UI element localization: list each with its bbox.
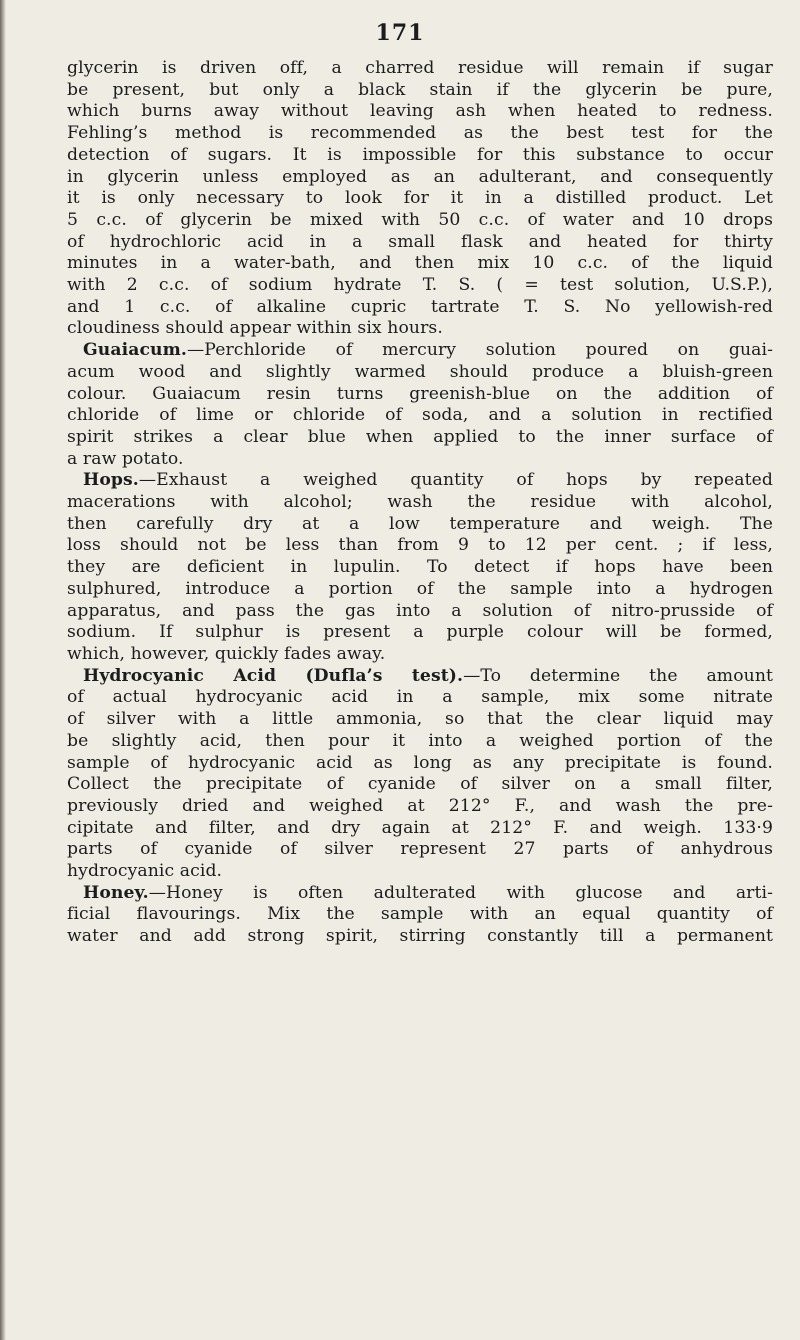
continuation-line: 5 c.c. of glycerin be mixed with 50 c.c. of water and 10 drops: [67, 209, 773, 230]
entry-line: apparatus, and pass the gas into a solution of nitro-prusside of: [67, 600, 773, 621]
entry-line: macerations with alcohol; wash the residue with alcohol,: [67, 492, 773, 513]
continuation-line: in glycerin unless employed as an adulterant, and consequently: [67, 166, 773, 187]
entry-line: be slightly acid, then pour it into a weighed portion of the: [67, 730, 773, 751]
continuation-line: glycerin is driven off, a charred residue will remain if sugar: [67, 58, 773, 78]
continuation-line: minutes in a water-bath, and then mix 10 c.c. of the liquid: [67, 253, 773, 274]
entry-line: which, however, quickly fades away.: [67, 643, 386, 664]
entry-heading-hops: Hops.: [83, 470, 139, 491]
entry-line: of silver with a little ammonia, so that the clear liquid may: [67, 709, 773, 730]
entry-line: chloride of lime or chloride of soda, and a solution in rectified: [67, 405, 773, 426]
entry-honey-first-line: [67, 883, 773, 905]
entry-line: —To determine the amount: [463, 665, 773, 686]
page-number: 171: [375, 20, 425, 46]
entry-heading-guaiacum: Guaiacum.: [83, 340, 188, 361]
entry-line: they are deficient in lupulin. To detect if hops have been: [67, 557, 773, 578]
entry-line: ficial flavourings. Mix the sample with an equal quantity of: [67, 904, 773, 925]
continuation-line: detection of sugars. It is impossible for this substance to occur: [67, 144, 773, 165]
continuation-line: and 1 c.c. of alkaline cupric tartrate T. S. No yellowish-red: [67, 296, 773, 317]
entry-line: then carefully dry at a low temperature and weigh. The: [67, 513, 773, 534]
entry-hydrocyanic-first-line: [67, 666, 773, 688]
continuation-line: of hydrochloric acid in a small flask and heated for thirty: [67, 231, 773, 252]
entry-line: —Perchloride of mercury solution poured on guai-: [187, 340, 773, 361]
body-text: [67, 58, 773, 948]
entry-line: parts of cyanide of silver represent 27 parts of anhydrous: [67, 839, 773, 860]
entry-line: cipitate and filter, and dry again at 212° F. and weigh. 133·9: [67, 817, 773, 838]
entry-heading-honey: Honey.: [83, 882, 149, 903]
entry-line: loss should not be less than from 9 to 12 per cent. ; if less,: [67, 535, 773, 556]
entry-line: colour. Guaiacum resin turns greenish-blue on the addition of: [67, 383, 773, 404]
continuation-line: Fehling’s method is recommended as the best test for the: [67, 123, 773, 144]
entry-line: Collect the precipitate of cyanide of silver on a small filter,: [67, 774, 773, 795]
entry-line: previously dried and weighed at 212° F., and wash the pre-: [67, 795, 773, 816]
entry-line: acum wood and slightly warmed should produce a bluish-green: [67, 361, 773, 382]
entry-line: sample of hydrocyanic acid as long as any precipitate is found.: [67, 752, 773, 773]
entry-line: of actual hydrocyanic acid in a sample, mix some nitrate: [67, 687, 773, 708]
entry-heading-hydrocyanic-acid: Hydrocyanic Acid (Dufla’s test).: [83, 665, 464, 686]
entry-line: spirit strikes a clear blue when applied to the inner surface of: [67, 426, 773, 447]
continuation-line: with 2 c.c. of sodium hydrate T. S. ( = test solution, U.S.P.),: [67, 275, 773, 296]
continuation-line: be present, but only a black stain if the glycerin be pure,: [67, 79, 773, 100]
entry-guaiacum-first-line: [67, 340, 773, 362]
entry-line: sulphured, introduce a portion of the sample into a hydrogen: [67, 578, 773, 599]
entry-line: a raw potato.: [67, 448, 184, 469]
page-binding-edge: [0, 0, 6, 1340]
entry-line: —Exhaust a weighed quantity of hops by repeated: [138, 470, 773, 491]
continuation-line: which burns away without leaving ash when heated to redness.: [67, 101, 773, 122]
entry-line: sodium. If sulphur is present a purple colour will be formed,: [67, 622, 773, 643]
entry-line: hydrocyanic acid.: [67, 861, 223, 882]
entry-line: —Honey is often adulterated with glucose and arti-: [148, 882, 773, 903]
entry-line: water and add strong spirit, stirring constantly till a permanent: [67, 926, 773, 947]
continuation-line: it is only necessary to look for it in a distilled product. Let: [67, 188, 773, 209]
entry-hops-first-line: [67, 470, 773, 492]
continuation-line: cloudiness should appear within six hours.: [67, 318, 443, 339]
